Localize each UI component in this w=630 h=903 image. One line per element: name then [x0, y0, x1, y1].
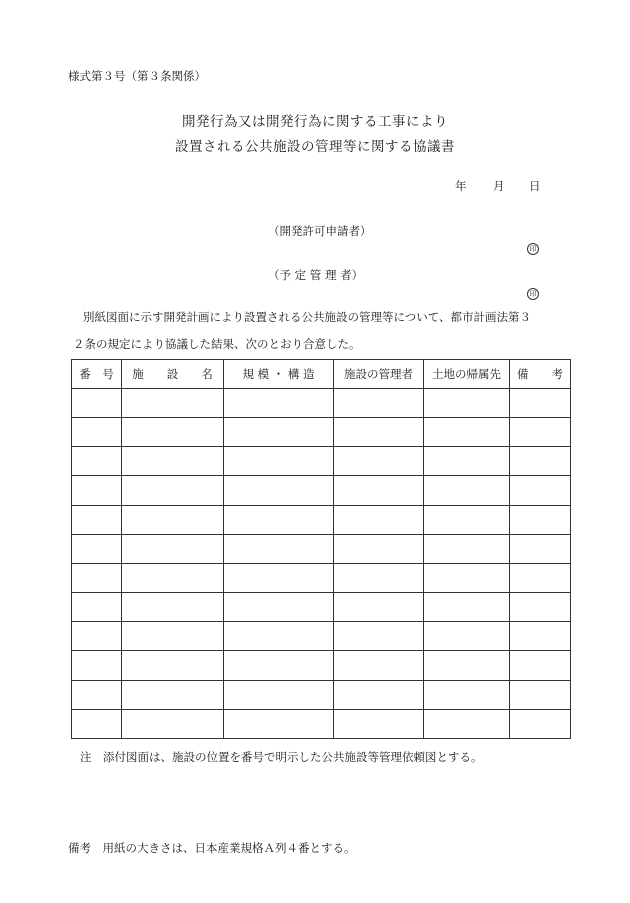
table-cell — [72, 651, 122, 680]
table-cell — [72, 622, 122, 651]
table-cell — [122, 709, 224, 738]
table-row — [72, 563, 571, 592]
table-row — [72, 418, 571, 447]
table-cell — [224, 593, 334, 622]
table-cell — [72, 534, 122, 563]
table-body — [72, 389, 571, 739]
table-cell — [224, 622, 334, 651]
table-cell — [72, 418, 122, 447]
table-cell — [510, 418, 571, 447]
attachment-note: 注 添付図面は、施設の位置を番号で明示した公共施設等管理依頼図とする。 — [80, 750, 483, 764]
table-cell — [224, 418, 334, 447]
table-cell — [334, 680, 424, 709]
form-number: 様式第３号（第３条関係） — [68, 69, 206, 83]
table-cell — [334, 651, 424, 680]
table-cell — [424, 709, 510, 738]
date-day-label: 日 — [529, 179, 541, 193]
header-scale-structure: 規 模 ・ 構 造 — [224, 360, 334, 389]
body-text-line-1: 別紙図面に示す開発計画により設置される公共施設の管理等について、都市計画法第３ — [83, 310, 532, 324]
table-cell — [510, 389, 571, 418]
table-row — [72, 447, 571, 476]
facilities-table — [71, 359, 571, 739]
table-row — [72, 622, 571, 651]
table-cell — [424, 476, 510, 505]
table-cell — [224, 389, 334, 418]
table-cell — [72, 593, 122, 622]
table-cell — [122, 651, 224, 680]
table-cell — [510, 680, 571, 709]
table-row — [72, 651, 571, 680]
table-cell — [334, 476, 424, 505]
header-facility-name: 施 設 名 — [122, 360, 224, 389]
table-cell — [224, 680, 334, 709]
table-cell — [224, 563, 334, 592]
table-cell — [424, 418, 510, 447]
table-cell — [122, 534, 224, 563]
table-cell — [72, 447, 122, 476]
table-cell — [122, 622, 224, 651]
manager-seal-mark: 印 — [527, 288, 539, 300]
table-cell — [510, 651, 571, 680]
table-cell — [424, 651, 510, 680]
table-cell — [122, 505, 224, 534]
table-cell — [334, 593, 424, 622]
body-text-line-2: ２条の規定により協議した結果、次のとおり合意した。 — [73, 337, 361, 351]
applicant-seal-mark: 印 — [527, 243, 539, 255]
table-cell — [510, 505, 571, 534]
table-cell — [424, 389, 510, 418]
applicant-label: （開発許可申請者） — [268, 224, 372, 238]
table-cell — [510, 476, 571, 505]
table-cell — [334, 447, 424, 476]
paper-size-remark: 備考 用紙の大きさは、日本産業規格Ａ列４番とする。 — [68, 841, 356, 855]
table-cell — [334, 563, 424, 592]
table-header-row — [72, 360, 571, 389]
table-cell — [424, 505, 510, 534]
table-cell — [510, 447, 571, 476]
table-cell — [424, 447, 510, 476]
date-month-label: 月 — [493, 179, 505, 193]
table-cell — [72, 389, 122, 418]
header-remarks: 備 考 — [510, 360, 571, 389]
table-cell — [334, 418, 424, 447]
table-cell — [424, 622, 510, 651]
table-cell — [224, 476, 334, 505]
table-cell — [122, 476, 224, 505]
table-cell — [122, 389, 224, 418]
table-row — [72, 476, 571, 505]
table-cell — [224, 447, 334, 476]
table-cell — [224, 505, 334, 534]
table-cell — [510, 534, 571, 563]
table-row — [72, 534, 571, 563]
table-cell — [424, 680, 510, 709]
table-cell — [334, 709, 424, 738]
table-cell — [424, 563, 510, 592]
table-row — [72, 505, 571, 534]
table-cell — [424, 593, 510, 622]
table-cell — [72, 709, 122, 738]
table-row — [72, 593, 571, 622]
table-cell — [224, 651, 334, 680]
table-cell — [122, 680, 224, 709]
header-number: 番 号 — [72, 360, 122, 389]
table-row — [72, 680, 571, 709]
table-cell — [334, 534, 424, 563]
table-cell — [122, 593, 224, 622]
header-land-ownership: 土地の帰属先 — [424, 360, 510, 389]
table-cell — [122, 563, 224, 592]
table-cell — [122, 447, 224, 476]
table-cell — [224, 534, 334, 563]
table-cell — [510, 709, 571, 738]
manager-label: （予 定 管 理 者） — [268, 268, 364, 282]
table-cell — [72, 563, 122, 592]
table-cell — [72, 476, 122, 505]
table-cell — [122, 418, 224, 447]
table-cell — [224, 709, 334, 738]
document-title-line-1: 開発行為又は開発行為に関する工事により — [182, 114, 448, 130]
date-year-label: 年 — [455, 179, 467, 193]
table-cell — [334, 505, 424, 534]
table-cell — [72, 680, 122, 709]
table-cell — [510, 593, 571, 622]
table-cell — [424, 534, 510, 563]
table-cell — [334, 622, 424, 651]
document-title-line-2: 設置される公共施設の管理等に関する協議書 — [175, 139, 455, 155]
table-row — [72, 709, 571, 738]
header-facility-manager: 施設の管理者 — [334, 360, 424, 389]
table-cell — [510, 622, 571, 651]
table-cell — [334, 389, 424, 418]
table-row — [72, 389, 571, 418]
table-cell — [510, 563, 571, 592]
table-cell — [72, 505, 122, 534]
